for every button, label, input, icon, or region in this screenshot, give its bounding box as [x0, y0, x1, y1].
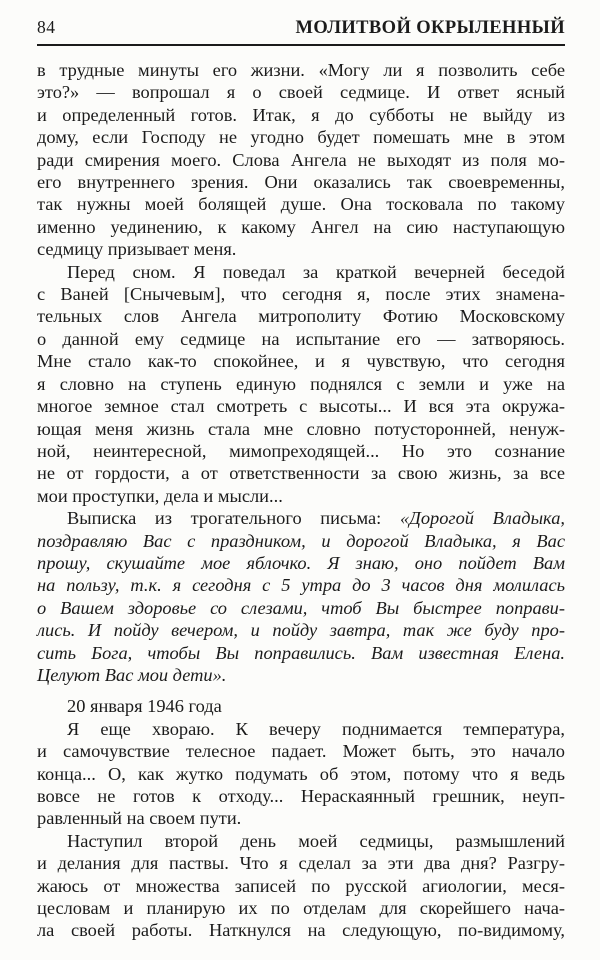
text-line: ла своей работы. Наткнулся на следующую, по-видимому, — [37, 920, 565, 941]
running-title: МОЛИТВОЙ ОКРЫЛЕННЫЙ — [295, 18, 565, 38]
text-line: и делания для паствы. Что я сделал за эти два дня? Разгру- — [37, 853, 565, 874]
text-line: жаюсь от множества записей по русской агиологии, меся- — [37, 875, 565, 896]
text-line: и определенный готов. Итак, я до субботы не выйду из — [37, 104, 565, 125]
text-line: и самочувствие телесное падает. Может быть, это начало — [37, 741, 565, 762]
text-line: седмицу призывает меня. — [37, 239, 237, 260]
text-line: я словно на ступень единую поднялся с земли и уже на — [37, 373, 565, 394]
page-number: 84 — [37, 17, 56, 37]
text-line: 20 января 1946 года — [67, 696, 222, 717]
text-line: Мне стало как-то спокойнее, и я чувствую, что сегодня — [37, 351, 565, 372]
text-line: вовсе не готов к отходу... Нераскаянный грешник, неуп- — [37, 786, 565, 806]
text-line: сить Бога, чтобы Вы поправились. Вам известная Елена. — [37, 642, 565, 663]
text-line: Перед сном. Я поведал за краткой вечерней беседой — [67, 261, 565, 282]
text-line: многое земное стал смотреть с высоты... И вся эта окружа- — [37, 396, 565, 417]
text-line: равленный на своем пути. — [37, 808, 242, 829]
text-line: ющая меня жизнь стала мне словно потусторонней, ненуж- — [37, 418, 565, 439]
page-header — [37, 17, 565, 39]
text-line: цесловам и планирую их по отделам для скорейшего нача- — [37, 898, 565, 919]
text-line: в трудные минуты его жизни. «Могу ли я позволить себе — [37, 60, 565, 80]
text-block — [37, 59, 565, 942]
text-line: о данной ему седмице на испытание его — затворяюсь. — [37, 328, 565, 349]
text-line: не от гордости, а от ответственности за свою жизнь, за все — [37, 463, 565, 484]
text-line: с Ваней [Снычевым], что сегодня я, после этих знамена- — [37, 284, 565, 305]
text-line: именно уединению, к какому Ангел на сию наступающую — [37, 216, 565, 237]
text-line: Целуют Вас мои дети». — [37, 664, 227, 685]
text-line: Я еще хвораю. К вечеру поднимается температура, — [67, 718, 565, 739]
text-line: поздравляю Вас с праздником, и дорогой Владыка, я Вас — [37, 530, 565, 551]
text-line: ной, неинтересной, мимопреходящей... Но это сознание — [37, 440, 565, 461]
text-line: дому, если Господу не угодно будет помешать мне в этом — [37, 127, 565, 148]
text-line: тельных слов Ангела митрополиту Фотию Московскому — [37, 306, 565, 327]
text-line: мои проступки, дела и мысли... — [37, 485, 283, 506]
text-line: о Вашем здоровье со слезами, чтоб Вы быстрее поправи- — [37, 597, 565, 618]
text-line: так нужны моей болящей душе. Она тосковала по такому — [37, 194, 565, 215]
text-line: на пользу, т.к. я сегодня с 5 утра до 3 часов дня молилась — [37, 575, 565, 596]
header-rule — [37, 44, 565, 47]
text-line: Выписка из трогательного письма: «Дорогой Владыка, — [67, 508, 565, 529]
text-line: прошу, скушайте мое яблочко. Я знаю, оно пойдет Вам — [37, 552, 565, 573]
text-line: его внутреннего зрения. Они оказались так своевременны, — [37, 172, 565, 193]
text-line: конца... О, как жутко подумать об этом, потому что я ведь — [37, 763, 565, 784]
text-line: это?» — вопрошал я о своей седмице. И ответ ясный — [37, 82, 565, 103]
text-line: лись. И пойду вечером, и пойду завтра, так же буду про- — [37, 620, 565, 641]
text-line: Наступил второй день моей седмицы, размышлений — [67, 830, 565, 851]
text-line: ради смирения моего. Слова Ангела не выходят из поля мо- — [37, 149, 565, 170]
